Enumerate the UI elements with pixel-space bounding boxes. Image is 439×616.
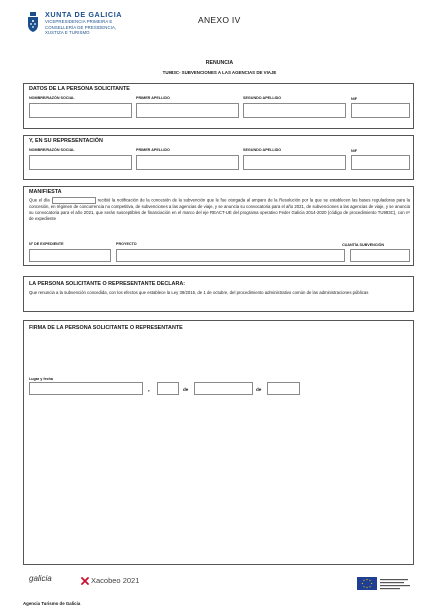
department-line: CONSELLERÍA DE PRESIDENCIA,: [45, 24, 117, 30]
section-title: Y, EN SU REPRESENTACIÓN: [29, 138, 103, 144]
department-line: XUSTIZA E TURISMO: [45, 30, 90, 36]
nif-label: NIF: [351, 97, 357, 101]
proyecto-field[interactable]: [116, 249, 345, 262]
declaration-section: [23, 276, 414, 312]
text-before-date: Que el día: [29, 197, 50, 203]
notification-date-field[interactable]: [52, 197, 96, 204]
first-surname-label: PRIMER APELLIDO: [136, 148, 170, 152]
day-field[interactable]: [157, 382, 179, 395]
manifiesta-text: [29, 197, 410, 222]
document-title: RENUNCIA: [205, 60, 234, 66]
cuantia-label: CUANTÍA SUBVENCIÓN: [342, 243, 385, 247]
agency-name: Agencia Turismo de Galicia: [23, 601, 81, 606]
manifiesta-section: [23, 186, 414, 266]
representative-first-surname-field[interactable]: [136, 155, 239, 170]
annex-label: ANEXO IV: [198, 15, 241, 25]
name-label: NOMBRE/RAZÓN SOCIAL: [29, 148, 75, 152]
signature-section: [23, 320, 414, 565]
de-separator: de: [183, 387, 189, 392]
name-label: NOMBRE/RAZÓN SOCIAL: [29, 96, 75, 100]
cuantia-field[interactable]: [350, 249, 410, 262]
second-surname-label: SEGUNDO APELLIDO: [243, 148, 282, 152]
section-title: FIRMA DE LA PERSONA SOLICITANTE O REPRESENTANTE: [29, 325, 183, 331]
section-title: DATOS DE LA PERSONA SOLICITANTE: [29, 86, 130, 92]
declaration-text: Que renuncia a la subvención concedida, con los efectos que establece la Ley 39/2015, de 1 de octubre, del procedimiento administrativo común de las administraciones públicas: [29, 290, 369, 295]
month-field[interactable]: [194, 382, 253, 395]
representative-section: [23, 135, 414, 180]
place-field[interactable]: [29, 382, 143, 395]
expediente-label: Nº DE EXPEDIENTE: [29, 242, 64, 246]
xacobeo-logo: Xacobeo 2021: [91, 576, 140, 585]
applicant-first-surname-field[interactable]: [136, 103, 239, 118]
document-subtitle: TU983C- SUBVENCIONES A LAS AGENCIAS DE VIAJE: [162, 70, 277, 75]
applicant-second-surname-field[interactable]: [243, 103, 346, 118]
nif-label: NIF: [351, 149, 357, 153]
galicia-logo: galicia: [29, 574, 52, 583]
section-title: MANIFIESTA: [29, 189, 62, 195]
org-name: XUNTA DE GALICIA: [45, 10, 123, 19]
year-field[interactable]: [267, 382, 300, 395]
signature-area[interactable]: [29, 343, 410, 369]
expediente-field[interactable]: [29, 249, 111, 262]
text-after-date: recibió la notificación de la concesión de la subvención que le fue otorgada al amparo de la Resolución por la que se establecen las bases reguladoras para la concesión, en régimen de concurrencia no competitiva, de subvenciones a las agencias de viaje, y se anuncia su convocatoria para el año 2021, de subvenciones a las agencias de viaje, y se anuncia su convocatoria para el año 2021, que serán susceptibles de financiación en el marco del eje REACT-UE del programa operativo Feder Galicia 2014-2020 (código de procedimiento TU983C), con nº de expediente: [29, 197, 410, 222]
representative-name-field[interactable]: [29, 155, 132, 170]
section-title: LA PERSONA SOLICITANTE O REPRESENTANTE DECLARA:: [29, 281, 186, 287]
applicant-name-field[interactable]: [29, 103, 132, 118]
second-surname-label: SEGUNDO APELLIDO: [243, 96, 282, 100]
first-surname-label: PRIMER APELLIDO: [136, 96, 170, 100]
representative-second-surname-field[interactable]: [243, 155, 346, 170]
de-separator: de: [256, 387, 262, 392]
place-date-label: Lugar y fecha: [29, 377, 53, 381]
applicant-data-section: [23, 83, 414, 129]
department-name: [45, 19, 145, 36]
xunta-coat-of-arms-icon: [26, 11, 40, 33]
department-line: VICEPRESIDENCIA PRIMEIRA E: [45, 19, 113, 24]
xacobeo-mark-icon: [81, 577, 89, 585]
proyecto-label: PROYECTO: [116, 242, 137, 246]
eu-funding-logo-icon: [357, 575, 412, 595]
applicant-nif-field[interactable]: [351, 103, 410, 118]
comma-separator: ,: [148, 387, 150, 393]
representative-nif-field[interactable]: [351, 155, 410, 170]
